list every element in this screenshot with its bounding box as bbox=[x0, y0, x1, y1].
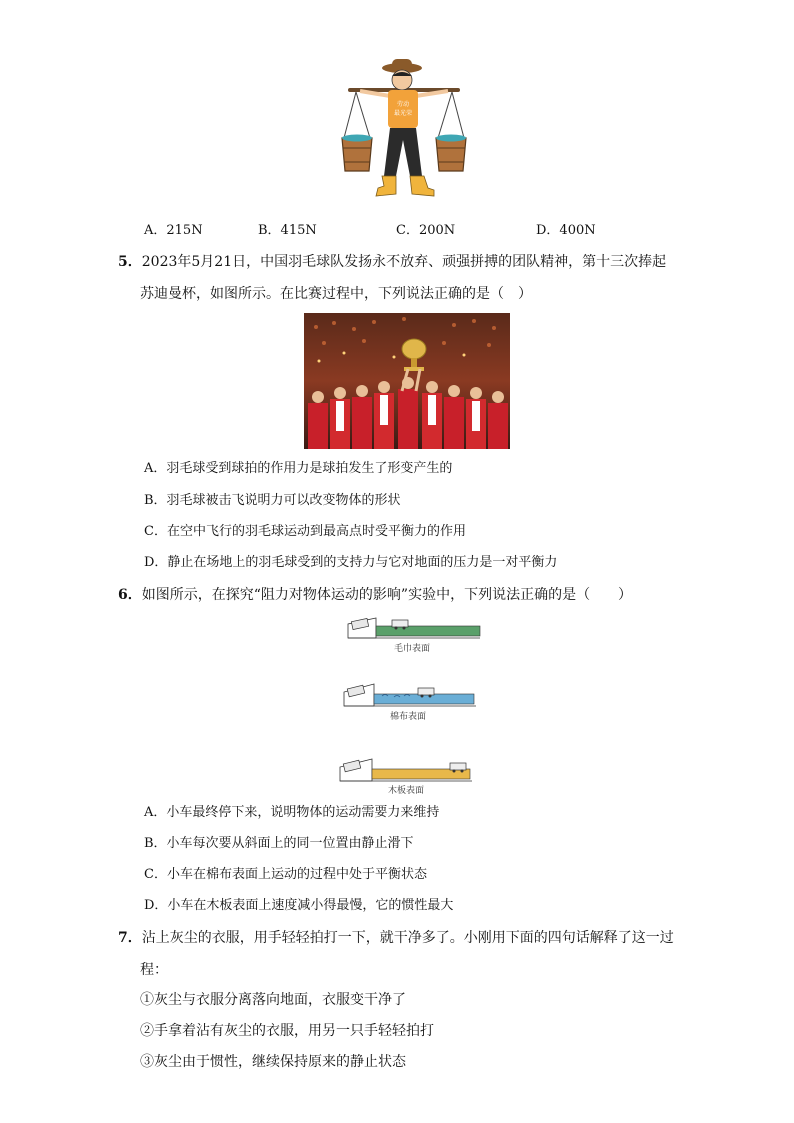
q4-option-c: C．200N bbox=[396, 223, 456, 238]
q6-number: 6． bbox=[118, 587, 142, 603]
left-bucket bbox=[342, 135, 372, 172]
q6-stem-line bbox=[118, 585, 632, 605]
shirt-text-2: 最光荣 bbox=[393, 110, 413, 117]
right-bucket bbox=[436, 135, 466, 172]
q5-option-c: C．在空中飞行的羽毛球运动到最高点时受平衡力的作用 bbox=[144, 524, 466, 539]
figure-team-trophy-photo bbox=[304, 313, 510, 449]
q5-stem-line-2: 苏迪曼杯，如图所示。在比赛过程中，下列说法正确的是（ ） bbox=[140, 286, 532, 302]
q5-option-d: D．静止在场地上的羽毛球受到的支持力与它对地面的压力是一对平衡力 bbox=[144, 555, 558, 570]
q7-stem-line-2: 程： bbox=[140, 962, 168, 978]
q5-option-b: B．羽毛球被击飞说明力可以改变物体的形状 bbox=[144, 493, 401, 508]
q6-option-a: A．小车最终停下来，说明物体的运动需要力来维持 bbox=[144, 805, 440, 820]
q5-stem-text-1: 2023年5月21日，中国羽毛球队发扬永不放弃、顽强拼搏的团队精神，第十三次捧起 bbox=[141, 254, 667, 270]
q7-stem-text-1: 沾上灰尘的衣服，用手轻轻拍打一下，就干净多了。小刚用下面的四句话解释了这一过 bbox=[141, 930, 674, 946]
q4-option-a: A．215N bbox=[144, 223, 203, 238]
q4-option-d: D．400N bbox=[536, 223, 596, 238]
q6-stem-text: 如图所示，在探究“阻力对物体运动的影响”实验中，下列说法正确的是（ ） bbox=[141, 587, 633, 603]
figure-incline-wood bbox=[338, 755, 474, 783]
figure-water-carrier bbox=[334, 56, 474, 204]
q5-stem-line-1 bbox=[118, 252, 666, 272]
shirt bbox=[388, 90, 418, 128]
q7-stem-line-1 bbox=[118, 928, 674, 948]
q7-statement-3: ③灰尘由于惯性，继续保持原来的静止状态 bbox=[140, 1054, 406, 1070]
caption-wood: 木板表面 bbox=[388, 786, 425, 796]
q7-statement-2: ②手拿着沾有灰尘的衣服，用另一只手轻轻拍打 bbox=[140, 1023, 434, 1039]
q7-statement-1: ①灰尘与衣服分离落向地面，衣服变干净了 bbox=[140, 992, 406, 1008]
q5-number: 5． bbox=[118, 254, 142, 270]
caption-towel: 毛巾表面 bbox=[394, 644, 431, 654]
q6-option-b: B．小车每次要从斜面上的同一位置由静止滑下 bbox=[144, 836, 414, 851]
caption-cotton: 棉布表面 bbox=[390, 712, 427, 722]
q5-option-a: A．羽毛球受到球拍的作用力是球拍发生了形变产生的 bbox=[144, 461, 453, 476]
figure-incline-towel bbox=[346, 614, 482, 640]
q6-option-c: C．小车在棉布表面上运动的过程中处于平衡状态 bbox=[144, 867, 427, 882]
q6-option-d: D．小车在木板表面上速度减小得最慢，它的惯性最大 bbox=[144, 898, 454, 913]
shirt-text-1: 劳动 bbox=[396, 101, 410, 108]
q7-number: 7． bbox=[118, 930, 142, 946]
q4-option-b: B．415N bbox=[258, 223, 317, 238]
figure-incline-cotton bbox=[342, 680, 478, 708]
